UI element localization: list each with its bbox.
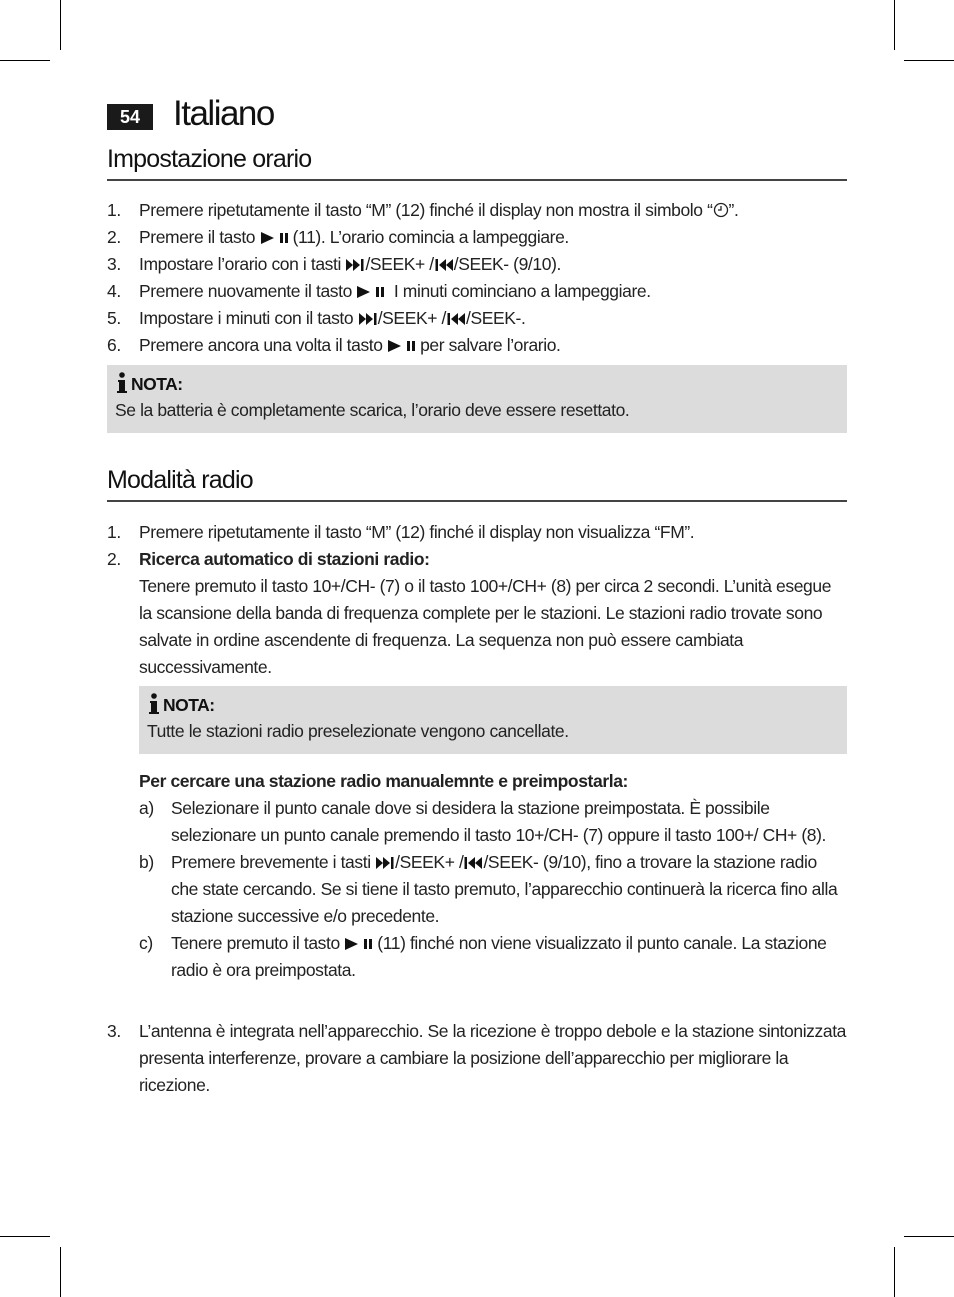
skip-back-icon (463, 856, 483, 870)
time-setting-steps (107, 197, 847, 359)
page-number: 54 (107, 104, 153, 130)
list-item: 1. Premere ripetutamente il tasto “M” (12) finché il display non visualizza “FM”. (107, 522, 695, 542)
crop-mark (60, 1247, 61, 1297)
info-icon (115, 372, 129, 394)
skip-forward-icon (345, 258, 365, 272)
manual-search-steps (139, 795, 847, 984)
manual-search-heading: Per cercare una stazione radio manualemnte e preimpostarla: (139, 771, 628, 791)
page-header (107, 94, 847, 138)
info-icon (147, 693, 161, 715)
note-label: NOTA: (163, 695, 215, 715)
note-label: NOTA: (131, 374, 183, 394)
crop-mark (904, 60, 954, 61)
note-box (107, 365, 847, 433)
list-item: 1. Premere ripetutamente il tasto “M” (12) finché il display non mostra il simbolo “ ”. (107, 200, 739, 220)
note-text: Se la batteria è completamente scarica, l’orario deve essere resettato. (115, 400, 630, 420)
list-item: b) Premere brevemente i tasti /SEEK+ / /SEEK- (9/10), fino a trovare la stazione radio che state cercando. Se si tiene il tasto premuto, l’apparecchio continuerà la ricerca fino alla stazione successive e/o precedente. (139, 852, 838, 926)
skip-forward-icon (358, 312, 378, 326)
crop-mark (894, 1247, 895, 1297)
list-item: 3. L’antenna è integrata nell’apparecchio. Se la ricezione è troppo debole e la stazione sintonizzata presenta interferenze, provare a cambiare la posizione dell’apparecchio per migliorare la ricezione. (107, 1021, 847, 1095)
section-title-time-setting: Impostazione orario (107, 145, 847, 181)
radio-mode-steps-cont (107, 1018, 847, 1099)
clock-icon (713, 202, 729, 218)
section-title-radio-mode: Modalità radio (107, 466, 847, 502)
note-text: Tutte le stazioni radio preselezionate vengono cancellate. (147, 721, 569, 741)
list-item: a) Selezionare il punto canale dove si desidera la stazione preimpostata. È possibile selezionare un punto canale premendo il tasto 10+/CH- (7) oppure il tasto 100+/ CH+ (8). (139, 798, 826, 845)
crop-mark (60, 0, 61, 50)
list-item: 6. Premere ancora una volta il tasto per salvare l’orario. (107, 335, 561, 355)
radio-mode-steps (107, 519, 847, 681)
note-box (139, 686, 847, 754)
list-item: 4. Premere nuovamente il tasto I minuti cominciano a lampeggiare. (107, 281, 651, 301)
list-item: 2. Ricerca automatico di stazioni radio: Tenere premuto il tasto 10+/CH- (7) o il tasto 100+/CH+ (8) per circa 2 secondi. L’unità esegue la scansione della banda di frequenza complete per le stazioni. Le stazioni radio trovate sono salvate in ordine ascendente di frequenza. La sequenza non può essere cambiata successivamente. (107, 546, 847, 681)
language-title: Italiano (173, 94, 274, 133)
list-item: 3. Impostare l’orario con i tasti /SEEK+ / /SEEK- (9/10). (107, 254, 561, 274)
skip-back-icon (446, 312, 466, 326)
play-pause-icon (356, 285, 389, 299)
crop-mark (0, 60, 50, 61)
list-item: c) Tenere premuto il tasto (11) finché non viene visualizzato il punto canale. La stazione radio è ora preimpostata. (139, 933, 827, 980)
skip-back-icon (434, 258, 454, 272)
play-pause-icon (387, 339, 420, 353)
play-pause-icon (260, 231, 293, 245)
list-item: 2. Premere il tasto (11). L’orario comincia a lampeggiare. (107, 227, 569, 247)
crop-mark (904, 1236, 954, 1237)
skip-forward-icon (375, 856, 395, 870)
auto-search-heading: Ricerca automatico di stazioni radio: (139, 549, 430, 569)
play-pause-icon (344, 937, 377, 951)
auto-search-text: Tenere premuto il tasto 10+/CH- (7) o il tasto 100+/CH+ (8) per circa 2 secondi. L’unità esegue la scansione della banda di frequenza complete per le stazioni. Le stazioni radio trovate sono salvate in ordine ascendente di frequenza. La sequenza non può essere cambiata successivamente. (139, 576, 832, 677)
list-item: 5. Impostare i minuti con il tasto /SEEK+ / /SEEK-. (107, 308, 526, 328)
crop-mark (0, 1236, 50, 1237)
crop-mark (894, 0, 895, 50)
